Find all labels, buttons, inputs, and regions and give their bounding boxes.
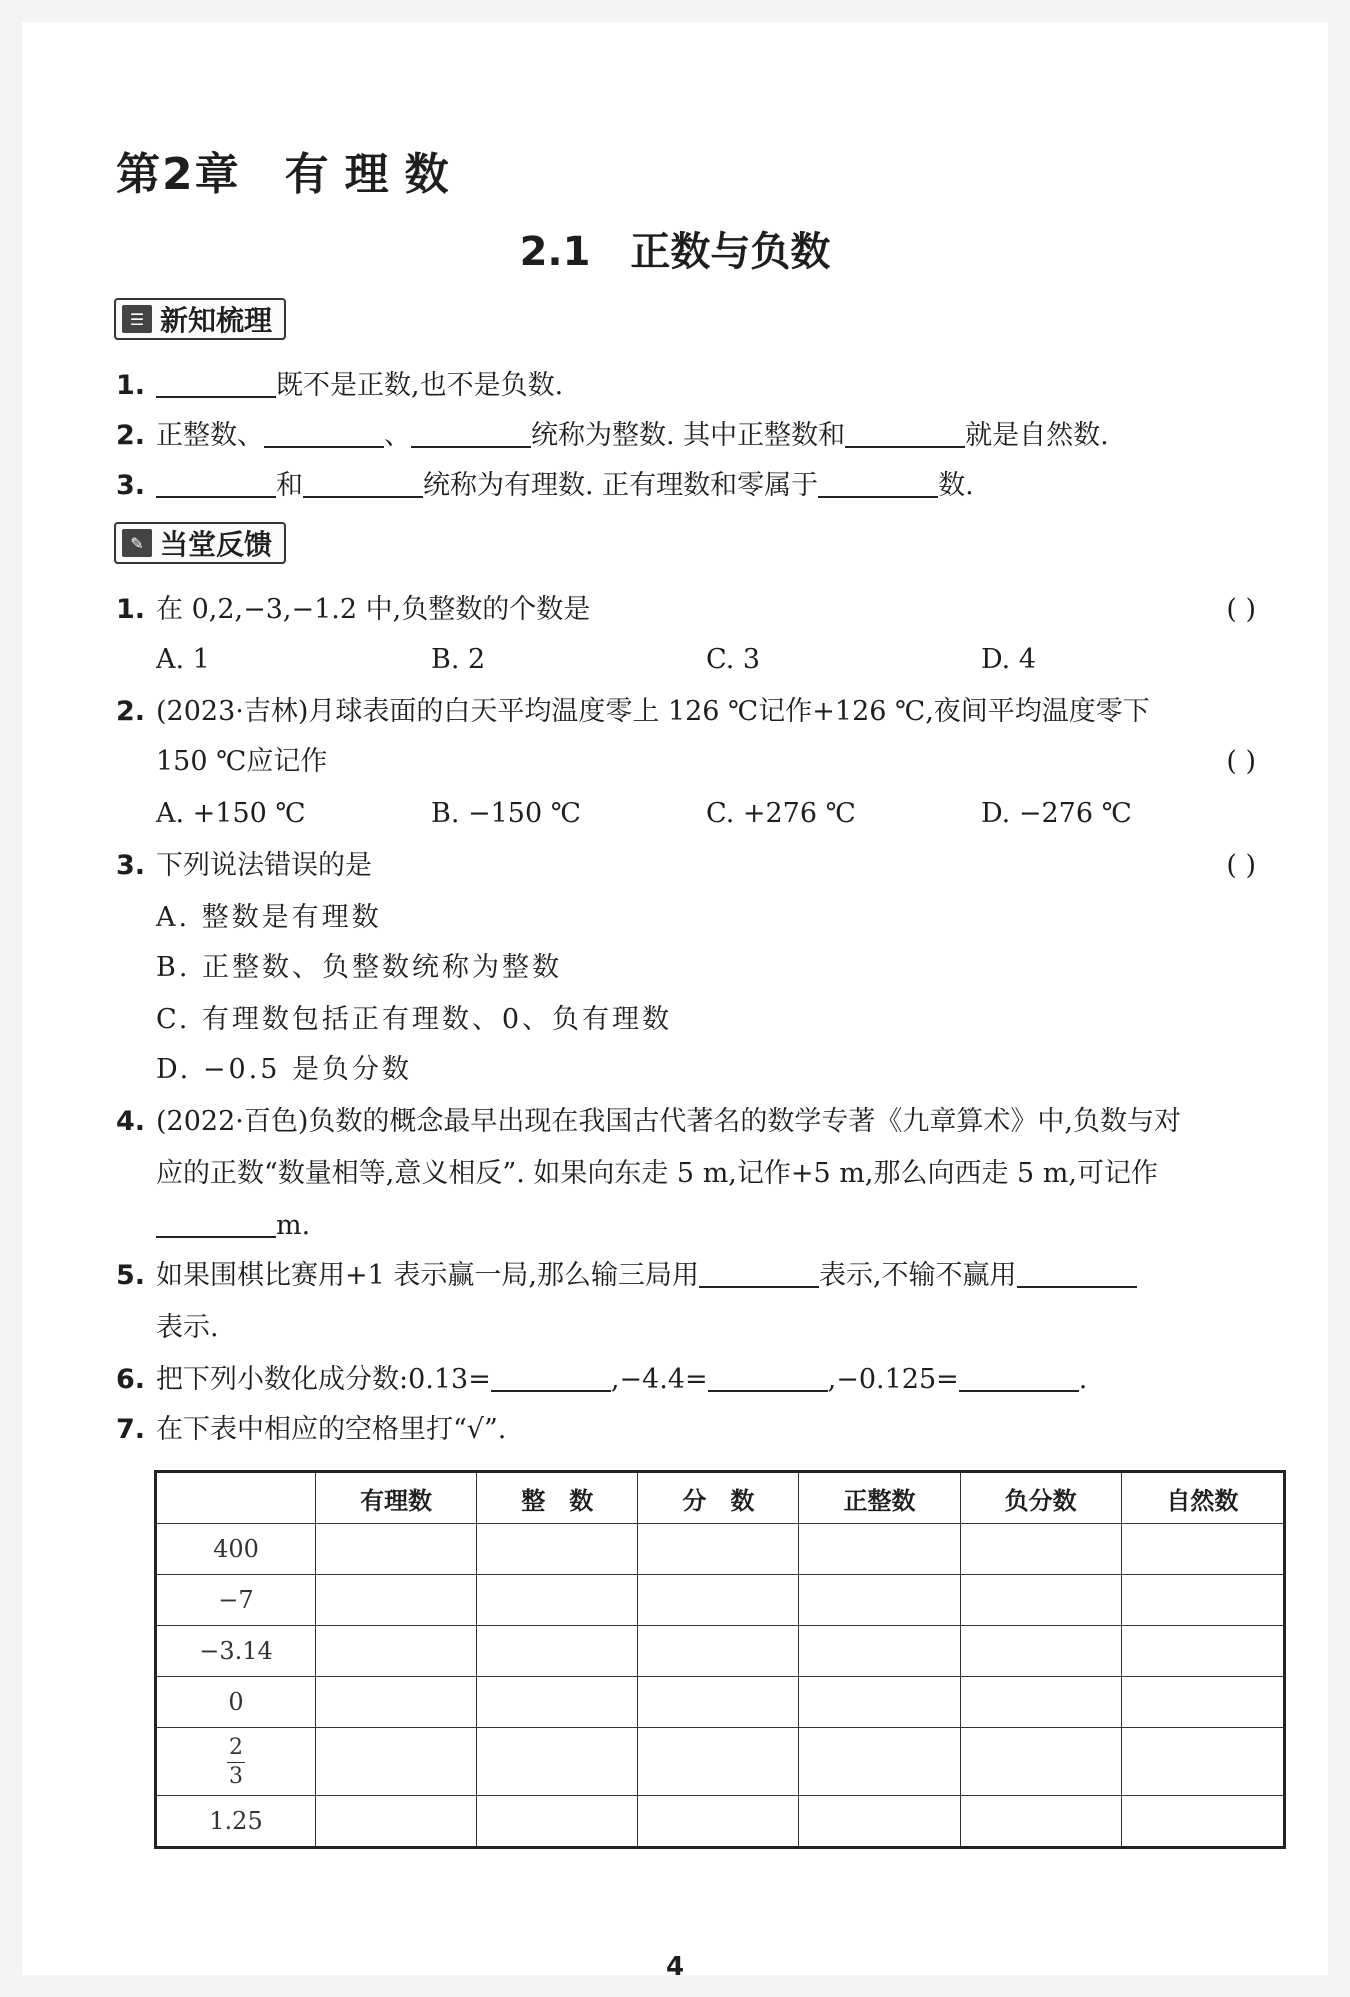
check-cell[interactable] (316, 1626, 477, 1677)
answer-blank[interactable] (156, 468, 276, 498)
question-text: ,−4.4= (610, 1364, 708, 1395)
classification-table (154, 1470, 1286, 1849)
question-4-line-3 (116, 1206, 1296, 1246)
check-cell[interactable] (799, 1677, 960, 1728)
answer-blank[interactable] (708, 1362, 828, 1392)
question-text: 把下列小数化成分数:0.13= (156, 1364, 491, 1395)
check-cell[interactable] (638, 1796, 799, 1848)
option-d[interactable]: D. 4 (981, 644, 1037, 675)
question-2-line-2 (116, 742, 1296, 782)
question-text: . (1078, 1364, 1088, 1395)
check-cell[interactable] (799, 1524, 960, 1575)
answer-blank[interactable] (411, 418, 531, 448)
row-label: 1.25 (156, 1796, 316, 1848)
check-cell[interactable] (638, 1575, 799, 1626)
option-d[interactable]: D. −276 ℃ (981, 798, 1132, 829)
check-cell[interactable] (960, 1796, 1121, 1848)
check-cell[interactable] (799, 1575, 960, 1626)
check-cell[interactable] (316, 1796, 477, 1848)
question-text: m. (276, 1210, 311, 1241)
option-d[interactable]: D. −0.5 是负分数 (156, 1054, 412, 1085)
check-cell[interactable] (477, 1796, 638, 1848)
table-row (156, 1524, 1285, 1575)
question-1 (116, 590, 1296, 630)
column-header: 分 数 (638, 1472, 799, 1524)
item-text: 和 (276, 470, 303, 501)
section-heading (0, 220, 1350, 277)
question-text: (2022·百色)负数的概念最早出现在我国古代著名的数学专著《九章算术》中,负数与对 (156, 1106, 1181, 1137)
check-cell[interactable] (638, 1677, 799, 1728)
question-1-options (156, 640, 1256, 680)
check-cell[interactable] (316, 1728, 477, 1796)
option-b[interactable]: B. −150 ℃ (431, 798, 581, 829)
check-cell[interactable] (1121, 1575, 1284, 1626)
knowledge-item-1 (116, 366, 1296, 406)
pencil-icon: ✎ (122, 529, 152, 557)
check-cell[interactable] (960, 1575, 1121, 1626)
table-row (156, 1626, 1285, 1677)
check-cell[interactable] (799, 1796, 960, 1848)
check-cell[interactable] (1121, 1796, 1284, 1848)
question-number: 4. (116, 1106, 146, 1137)
knowledge-tag-label: 新知梳理 (160, 304, 273, 337)
check-cell[interactable] (1121, 1626, 1284, 1677)
check-cell[interactable] (638, 1626, 799, 1677)
answer-blank[interactable] (845, 418, 965, 448)
check-cell[interactable] (316, 1524, 477, 1575)
knowledge-item-2 (116, 416, 1296, 456)
knowledge-tag (114, 298, 286, 340)
fraction (227, 1734, 245, 1791)
check-cell[interactable] (638, 1728, 799, 1796)
check-cell[interactable] (1121, 1728, 1284, 1796)
option-a[interactable]: A. 1 (156, 644, 210, 675)
table-row (156, 1677, 1285, 1728)
answer-paren[interactable]: ( ) (1226, 850, 1256, 881)
row-label: 0 (156, 1677, 316, 1728)
table-header-row (156, 1472, 1285, 1524)
table-corner-cell (156, 1472, 316, 1524)
question-3 (116, 846, 1296, 886)
question-text: 在下表中相应的空格里打“√”. (156, 1414, 507, 1445)
option-c[interactable]: C. 有理数包括正有理数、0、负有理数 (156, 1004, 673, 1035)
question-text: 表示,不输不赢用 (818, 1260, 1017, 1291)
question-2-options (156, 794, 1256, 834)
option-a[interactable]: A. +150 ℃ (156, 798, 306, 829)
check-cell[interactable] (316, 1575, 477, 1626)
question-5-line-2 (116, 1308, 1296, 1348)
column-header: 正整数 (799, 1472, 960, 1524)
item-text: 统称为整数. 其中正整数和 (531, 420, 846, 451)
chapter-label: 第2章 (116, 149, 241, 200)
answer-blank[interactable] (1017, 1258, 1137, 1288)
question-number: 2. (116, 696, 146, 727)
option-c[interactable]: C. 3 (706, 644, 761, 675)
chapter-name: 有理数 (284, 149, 465, 200)
item-text: 既不是正数,也不是负数. (276, 370, 564, 401)
fraction-numerator: 2 (229, 1735, 243, 1760)
feedback-tag (114, 522, 286, 564)
check-cell[interactable] (477, 1728, 638, 1796)
question-text: 150 ℃应记作 (156, 746, 328, 777)
item-number: 1. (116, 370, 146, 401)
question-number: 1. (116, 594, 146, 625)
question-number: 3. (116, 850, 146, 881)
question-6 (116, 1360, 1296, 1400)
row-label: −3.14 (156, 1626, 316, 1677)
answer-blank[interactable] (264, 418, 384, 448)
check-cell[interactable] (638, 1524, 799, 1575)
column-header: 有理数 (316, 1472, 477, 1524)
column-header: 负分数 (960, 1472, 1121, 1524)
item-text: 、 (384, 420, 411, 451)
question-text: 如果围棋比赛用+1 表示赢一局,那么输三局用 (156, 1260, 699, 1291)
column-header: 自然数 (1121, 1472, 1284, 1524)
check-cell[interactable] (477, 1524, 638, 1575)
page-number: 4 (665, 1952, 685, 1982)
check-cell[interactable] (477, 1575, 638, 1626)
question-4-line-2 (116, 1154, 1296, 1194)
answer-blank[interactable] (818, 468, 938, 498)
answer-blank[interactable] (491, 1362, 611, 1392)
check-cell[interactable] (1121, 1524, 1284, 1575)
table-row (156, 1575, 1285, 1626)
chapter-heading (116, 138, 465, 202)
row-label: −7 (156, 1575, 316, 1626)
column-header: 整 数 (477, 1472, 638, 1524)
row-label (156, 1728, 316, 1796)
section-number: 2.1 (519, 229, 591, 275)
check-cell[interactable] (316, 1677, 477, 1728)
option-a[interactable]: A. 整数是有理数 (156, 902, 382, 933)
check-cell[interactable] (960, 1677, 1121, 1728)
option-c[interactable]: C. +276 ℃ (706, 798, 856, 829)
answer-blank[interactable] (156, 368, 276, 398)
item-text: 就是自然数. (965, 420, 1109, 451)
question-4 (116, 1102, 1296, 1142)
check-cell[interactable] (799, 1626, 960, 1677)
question-text: (2023·吉林)月球表面的白天平均温度零上 126 ℃记作+126 ℃,夜间平均温度零下 (156, 696, 1150, 727)
option-b[interactable]: B. 正整数、负整数统称为整数 (156, 952, 563, 983)
question-number: 7. (116, 1414, 146, 1445)
check-cell[interactable] (477, 1626, 638, 1677)
question-7 (116, 1410, 1296, 1450)
question-number: 5. (116, 1260, 146, 1291)
check-cell[interactable] (477, 1677, 638, 1728)
fraction-denominator: 3 (229, 1764, 243, 1789)
item-number: 3. (116, 470, 146, 501)
row-label: 400 (156, 1524, 316, 1575)
question-text: 表示. (156, 1312, 219, 1343)
question-number: 6. (116, 1364, 146, 1395)
question-text: ,−0.125= (827, 1364, 959, 1395)
feedback-tag-label: 当堂反馈 (160, 528, 273, 561)
answer-blank[interactable] (156, 1208, 276, 1238)
answer-paren[interactable]: ( ) (1226, 594, 1256, 625)
answer-blank[interactable] (699, 1258, 819, 1288)
option-b[interactable]: B. 2 (431, 644, 486, 675)
table-row (156, 1728, 1285, 1796)
item-text: 数. (938, 470, 974, 501)
item-text: 正整数、 (156, 420, 264, 451)
check-cell[interactable] (960, 1524, 1121, 1575)
check-cell[interactable] (960, 1728, 1121, 1796)
check-cell[interactable] (799, 1728, 960, 1796)
question-text: 在 0,2,−3,−1.2 中,负整数的个数是 (156, 594, 591, 625)
item-text: 统称为有理数. 正有理数和零属于 (423, 470, 819, 501)
item-number: 2. (116, 420, 146, 451)
answer-blank[interactable] (303, 468, 423, 498)
section-title: 正数与负数 (630, 229, 831, 275)
question-text: 应的正数“数量相等,意义相反”. 如果向东走 5 m,记作+5 m,那么向西走 5 m,可记作 (156, 1158, 1158, 1189)
notebook-icon: ☰ (122, 305, 152, 333)
table-row (156, 1796, 1285, 1848)
question-2 (116, 692, 1296, 732)
answer-blank[interactable] (959, 1362, 1079, 1392)
answer-paren[interactable]: ( ) (1226, 746, 1256, 777)
check-cell[interactable] (1121, 1677, 1284, 1728)
question-5 (116, 1256, 1296, 1296)
check-cell[interactable] (960, 1626, 1121, 1677)
knowledge-item-3 (116, 466, 1296, 506)
question-text: 下列说法错误的是 (156, 850, 372, 881)
